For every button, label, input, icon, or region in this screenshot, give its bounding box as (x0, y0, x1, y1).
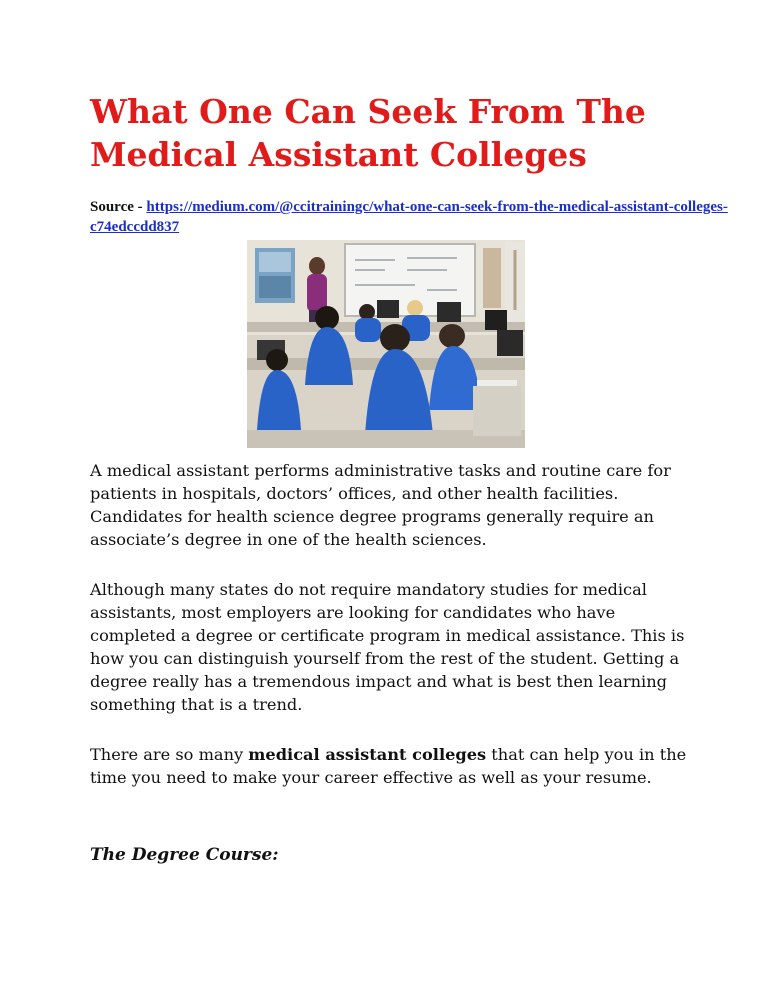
paragraph-3-lead: There are so many (90, 745, 249, 764)
paragraph-3 (90, 743, 690, 789)
paragraph-3-tail: that can help you in the time you need to make your career effective as well as your resume. (90, 745, 687, 787)
source-label: Source - (90, 199, 147, 215)
document-title: What One Can Seek From The Medical Assistant Colleges (90, 92, 646, 174)
paragraph-2: Although many states do not require mandatory studies for medical assistants, most employers are looking for candidates who have completed a degree or certificate program in medical assistance. This is how you can distinguish yourself from the rest of the student. Getting a degree really has a tremendous impact and what is best then learning something that is a trend. (90, 580, 685, 714)
classroom-photo (247, 240, 525, 448)
paragraph-1: A medical assistant performs administrative tasks and routine care for patients in hospitals, doctors’ offices, and other health facilities. Candidates for health science degree programs generally require an associate’s degree in one of the health sciences. (90, 461, 671, 549)
source-link[interactable]: https://medium.com/@ccitrainingc/what-one-can-seek-from-the-medical-assistant-colleges-c74edccdd837 (90, 199, 728, 235)
section-heading: The Degree Course: (90, 845, 279, 865)
paragraph-3-keyword: medical assistant colleges (248, 745, 487, 764)
source-line (90, 197, 730, 237)
